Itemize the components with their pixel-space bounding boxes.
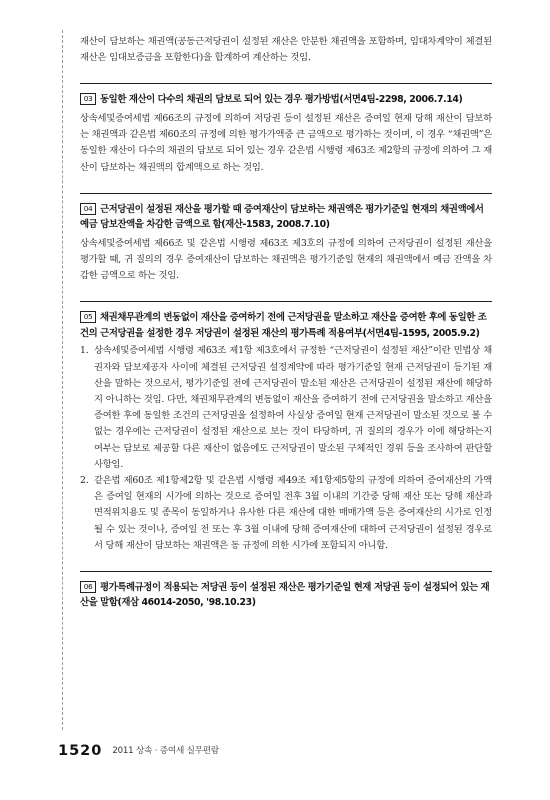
section-heading xyxy=(80,571,492,611)
list-marker: 2. xyxy=(80,474,89,486)
section-heading-text: 근저당권이 설정된 재산을 평가할 때 증여재산이 담보하는 채권액은 평가기준일 현재의 채권액에서 예금 담보잔액을 차감한 금액으로 함(재산-1583, 2008.7.10) xyxy=(80,203,484,231)
section-heading-text: 동일한 재산이 다수의 채권의 담보로 되어 있는 경우 평가방법(서면4팀-2298, 2006.7.14) xyxy=(100,94,463,106)
margin-dashed-rule xyxy=(62,30,63,730)
section-body: 상속세및증여세법 제66조의 규정에 의하여 저당권 등이 설정된 재산은 증여일 현재 당해 재산이 담보하는 채권액과 같은법 제60조의 규정에 의한 평가가액중 큰 금액으로 평가하는 것이며, 이 경우 “채권액”은 동일한 재산이 다수의 채권의 담보로 되어 있는 경우 같은법 시행령 제63조 제2항의 규정에 의하여 그 재산이 담보하는 채권액의 합계액으로 하는 것임. xyxy=(80,112,492,173)
page-number: 1520 xyxy=(58,743,103,759)
section-number-badge: 04 xyxy=(80,203,96,215)
page-footer xyxy=(58,740,498,759)
section-06 xyxy=(80,571,492,611)
section-heading-text: 채권채무관계의 변동없이 재산을 증여하기 전에 근저당권을 말소하고 재산을 증여한 후에 동일한 조건의 근저당권을 설정한 경우 저당권이 설정된 재산의 평가특례 적용여부(서면4팀-1595, 2005.9.2) xyxy=(80,312,487,339)
section-number-badge: 06 xyxy=(80,581,96,593)
section-03 xyxy=(80,83,492,175)
section-heading-text: 평가특례규정이 적용되는 저당권 등이 설정된 재산은 평가기준일 현재 저당권 등이 설정되어 있는 재산을 말함(재삼 46014-2050, '98.10.23) xyxy=(80,581,490,609)
list-item xyxy=(80,343,492,473)
section-heading xyxy=(80,193,492,233)
section-number-badge: 05 xyxy=(80,311,96,323)
section-05 xyxy=(80,301,492,554)
list-item xyxy=(80,473,492,554)
section-heading xyxy=(80,301,492,341)
intro-paragraph: 재산이 담보하는 채권액(공동근저당권이 설정된 재산은 안분한 채권액을 포함하며, 임대차계약이 체결된 재산은 임대보증금을 포함한다)을 합계하여 계산하는 것임. xyxy=(80,36,492,64)
numbered-list xyxy=(80,343,492,554)
section-body: 상속세및증여세법 제66조 및 같은법 시행령 제63조 제3호의 규정에 의하여 근저당권이 설정된 재산을 평가할 때, 귀 질의의 경우 증여재산이 담보하는 채권액은 평가기준일 현재의 채권액에서 예금 잔액을 차감한 금액으로 하는 것임. xyxy=(80,237,492,282)
section-04 xyxy=(80,193,492,285)
list-item-text: 상속세및증여세법 시행령 제63조 제1항 제3호에서 규정한 “근저당권이 설정된 재산”이란 민법상 채권자와 담보제공자 사이에 체결된 근저당권 설정계약에 따라 평가기준일 현재 근저당권이 등기된 재산을 말하는 것으로서, 평가기준일 전에 근저당권이 말소된 재산은 근저당권이 설정된 재산에 해당하지 아니하는 것임. 다만, 채권채무관계의 변동없이 재산을 증여하기 전에 근저당권을 말소하고 재산을 증여한 후에 동일한 조건의 근저당권을 설정하여 사실상 증여일 현재 근저당권이 말소된 것으로 볼 수 없는 경우에는 근저당권이 설정된 재산으로 보는 것이 타당하며, 귀 질의의 경우가 이에 해당하는지 여부는 담보로 제공할 다른 재산이 없음에도 근저당권이 말소된 구체적인 경위 등을 조사하여 판단할 사항임. xyxy=(94,345,492,470)
book-title: 2011 상속 · 증여세 실무편람 xyxy=(112,746,220,756)
list-marker: 1. xyxy=(80,345,89,357)
section-heading xyxy=(80,83,492,108)
page-content xyxy=(80,34,492,611)
list-item-text: 같은법 제60조 제1항제2항 및 같은법 시행령 제49조 제1항제5항의 규정에 의하여 증여재산의 가액은 증여일 현재의 시가에 의하는 것으로 증여일 전후 3월 이내의 기간중 당해 재산 또는 당해 재산과 면적위치용도 및 종목이 동일하거나 유사한 다른 재산에 대한 매매가액 등은 증여재산의 시가로 인정될 수 있는 것이나, 증여일 전 또는 후 3월 이내에 당해 증여재산에 대하여 근저당권이 설정된 경우로서 당해 재산이 담보하는 채권액은 동 규정에 의한 시가에 포함되지 아니함. xyxy=(94,474,492,551)
section-number-badge: 03 xyxy=(80,93,96,105)
